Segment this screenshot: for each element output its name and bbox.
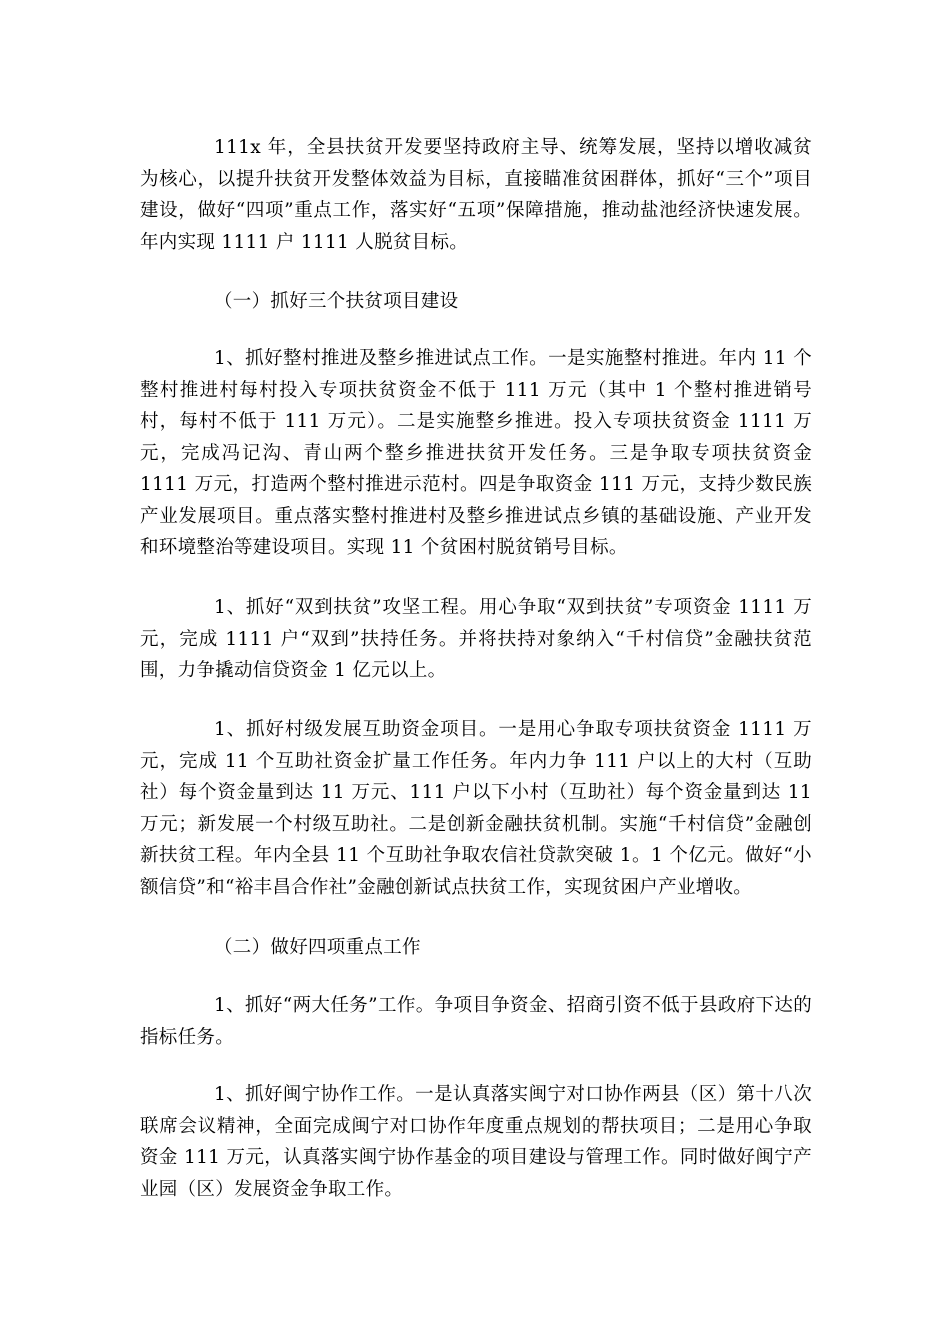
- paragraph-item-minning: 1、抓好闽宁协作工作。一是认真落实闽宁对口协作两县（区）第十八次联席会议精神，全面完成闽宁对口协作年度重点规划的帮扶项目；二是用心争取资金 111 万元，认真落实闽宁协作基金的项目建设与管理工作。同时做好闽宁产业园（区）发展资金争取工作。: [140, 1084, 812, 1200]
- paragraph-item-shuangdao: 1、抓好“双到扶贫”攻坚工程。用心争取“双到扶贫”专项资金 1111 万元，完成 1111 户“双到”扶持任务。并将扶持对象纳入“千村信贷”金融扶贫范围，力争撬动信贷资金 1 亿元以上。: [140, 597, 812, 681]
- section-heading-1: （一）抓好三个扶贫项目建设: [214, 291, 459, 312]
- paragraph-item-village-promotion: 1、抓好整村推进及整乡推进试点工作。一是实施整村推进。年内 11 个整村推进村每村投入专项扶贫资金不低于 111 万元（其中 1 个整村推进销号村，每村不低于 111 万元）。二是实施整乡推进。投入专项扶贫资金 1111 万元，完成冯记沟、青山两个整乡推进扶贫开发任务。三是争取专项扶贫资金 1111 万元，打造两个整村推进示范村。四是争取资金 111 万元，支持少数民族产业发展项目。重点落实整村推进村及整乡推进试点乡镇的基础设施、产业开发和环境整治等建设项目。实现 11 个贫困村脱贫销号目标。: [140, 348, 812, 558]
- paragraph-item-two-tasks: 1、抓好“两大任务”工作。争项目争资金、招商引资不低于县政府下达的指标任务。: [140, 995, 812, 1048]
- paragraph-item-mutual-aid: 1、抓好村级发展互助资金项目。一是用心争取专项扶贫资金 1111 万元，完成 11 个互助社资金扩量工作任务。年内力争 111 户以上的大村（互助社）每个资金量到达 11 万元、111 户以下小村（互助社）每个资金量到达 11 万元；新发展一个村级互助社。二是创新金融扶贫机制。实施“千村信贷”金融创新扶贫工程。年内全县 11 个互助社争取农信社贷款突破 1。1 个亿元。做好“小额信贷”和“裕丰昌合作社”金融创新试点扶贫工作，实现贫困户产业增收。: [140, 719, 812, 898]
- section-heading-2: （二）做好四项重点工作: [214, 937, 421, 958]
- paragraph-intro: 111x 年，全县扶贫开发要坚持政府主导、统筹发展，坚持以增收减贫为核心，以提升扶贫开发整体效益为目标，直接瞄准贫困群体，抓好“三个”项目建设，做好“四项”重点工作，落实好“五项”保障措施，推动盐池经济快速发展。年内实现 1111 户 1111 人脱贫目标。: [140, 137, 812, 253]
